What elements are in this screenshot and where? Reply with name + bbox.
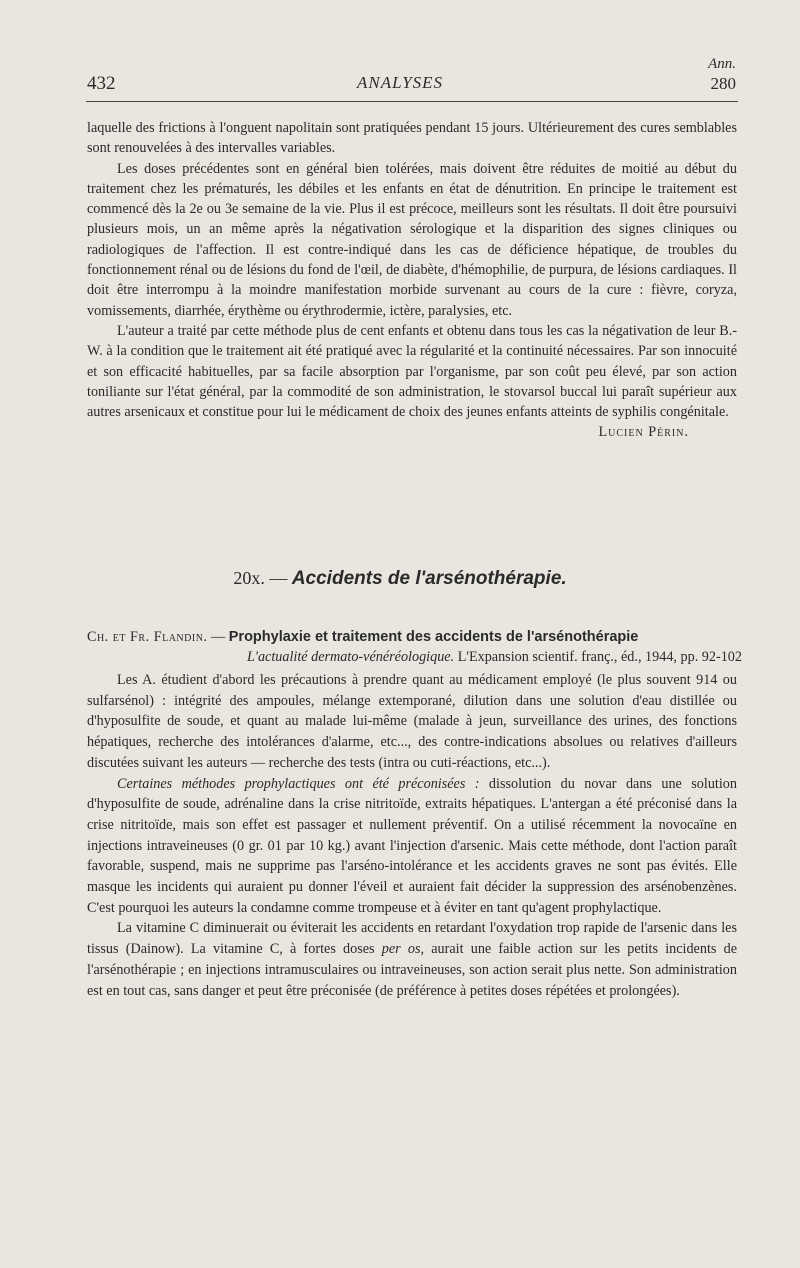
page-number-right: 280 <box>710 74 736 93</box>
header-rule <box>86 101 738 102</box>
reference-line-2 <box>87 647 742 667</box>
running-title: ANALYSES <box>356 73 444 92</box>
abstract-body <box>87 670 737 1001</box>
reference-dash: — <box>207 629 229 645</box>
paragraph: L'auteur a traité par cette méthode plus de cent enfants et obtenu dans tous les cas la négativation de leur B.-W. à la condition que le traitement ait été pratiqué avec la régularité et la continuité nécessaires. Par son innocuité et son efficacité habituelles, par sa facile absorption par l'organisme, par son coût peu élevé, par son action toniliante sur l'état général, par la commodité de son administration, le stovarsol buccal lui paraît supérieur aux autres arsenicaux et constitue pour lui le médicament de choix des jeunes enfants atteints de syphilis congénitale. <box>87 322 737 421</box>
section-heading <box>0 568 800 590</box>
page-number-left: 432 <box>87 73 116 94</box>
section-number: 20x. — <box>233 568 292 588</box>
paragraph-text: aurait une faible action sur les petits incidents de l'arsénothérapie ; en injections intramusculaires ou intraveineuses, son action serait plus nette. Son administration est en tout cas, sans danger et peut être préconisée (de préférence à petites doses répétées et prolongées). <box>87 941 737 999</box>
section-title: Accidents de l'arsénothérapie. <box>291 568 567 589</box>
paragraph: laquelle des frictions à l'onguent napolitain sont pratiquées pendant 15 jours. Ultérieurement des cures semblables sont renouvelées à des intervalles variables. <box>87 120 737 157</box>
reference-authors: Ch. et Fr. Flandin. <box>87 629 208 645</box>
reference-details: L'Expansion scientif. franç., éd., 1944, pp. 92-102 <box>454 649 742 665</box>
paragraph: Les A. étudient d'abord les précautions à prendre quant au médicament employé (le plus souvent 914 ou sulfarsénol) : intégrité des ampoules, mélange extemporané, dilution dans une solution d'eau distillée ou d'hyposulfite de soude, et quant au malade lui-même (malade à jeun, surveillance des urines, des fonctions hépatiques, recherche des intolérances d'alarme, etc..., des contre-indications absolues ou relatives d'ailleurs discutées suivant les auteurs — recherche des tests (intra ou cuti-réactions, etc...). <box>87 672 737 771</box>
annotation-label: Ann. <box>708 56 736 72</box>
reference-line-1 <box>87 627 742 647</box>
paragraph: Les doses précédentes sont en général bien tolérées, mais doivent être réduites de moitié au début du traitement chez les prématurés, les débiles et les enfants en état de dénutrition. En principe le traitement est commencé dès la 2e ou 3e semaine de la vie. Plus il est précoce, meilleurs sont les résultats. Il doit être poursuivi plusieurs mois, un an même après la négativation sérologique et la disparition des signes cliniques ou radiologiques de l'affection. Il est contre-indiqué dans les cas de déficience hépatique, de troubles du fonctionnement rénal ou de lésions du fond de l'œil, de diabète, d'hémophilie, de purpura, de lésions cardiaques. Il doit être interrompu à la moindre manifestation morbide survenant au cours de la cure : fièvre, coryza, vomissements, diarrhée, érythème ou érythrodermie, ictère, paralysies, etc. <box>87 160 737 319</box>
italic-phrase: Certaines méthodes prophylactiques ont été préconisées : <box>117 775 480 792</box>
paragraph-text: dissolution du novar dans une solution d'hyposulfite de soude, adrénaline dans la crise nitritoïde, extraits hépatiques. L'antergan a été préconisé dans la crise nitritoïde, mais son effet est passager et nullement préventif. On a utilisé récemment la novocaïne en injections intraveineuses (0 gr. 01 par 10 kg.) avant l'injection d'arsenic. Mais cette méthode, dont l'action paraît favorable, suspend, mais ne supprime pas l'arséno-intolérance et les accidents graves ne sont pas évités. Elle masque les incidents qui auraient pu donner l'éveil et auraient fait décider la suppression des arsénobenzènes. C'est pourquoi les auteurs la condamne comme trompeuse et à éviter en tant qu'agent prophylactique. <box>87 775 737 916</box>
paragraph <box>87 774 737 919</box>
reference-title: Prophylaxie et traitement des accidents de l'arsénothérapie <box>228 629 639 645</box>
previous-abstract-continuation <box>87 118 737 443</box>
bibliographic-reference <box>87 627 742 667</box>
reference-journal: L'actualité dermato-vénéréologique. <box>247 649 455 665</box>
abstract-signature: Lucien Périn. <box>598 424 689 441</box>
paragraph <box>87 918 737 1001</box>
paragraph-text: La vitamine C diminuerait ou éviterait les accidents en retardant l'oxydation trop rapide de l'arsenic dans les tissus (Dainow). La vitamine C, à fortes doses <box>87 920 737 958</box>
italic-phrase: per os, <box>381 941 425 958</box>
